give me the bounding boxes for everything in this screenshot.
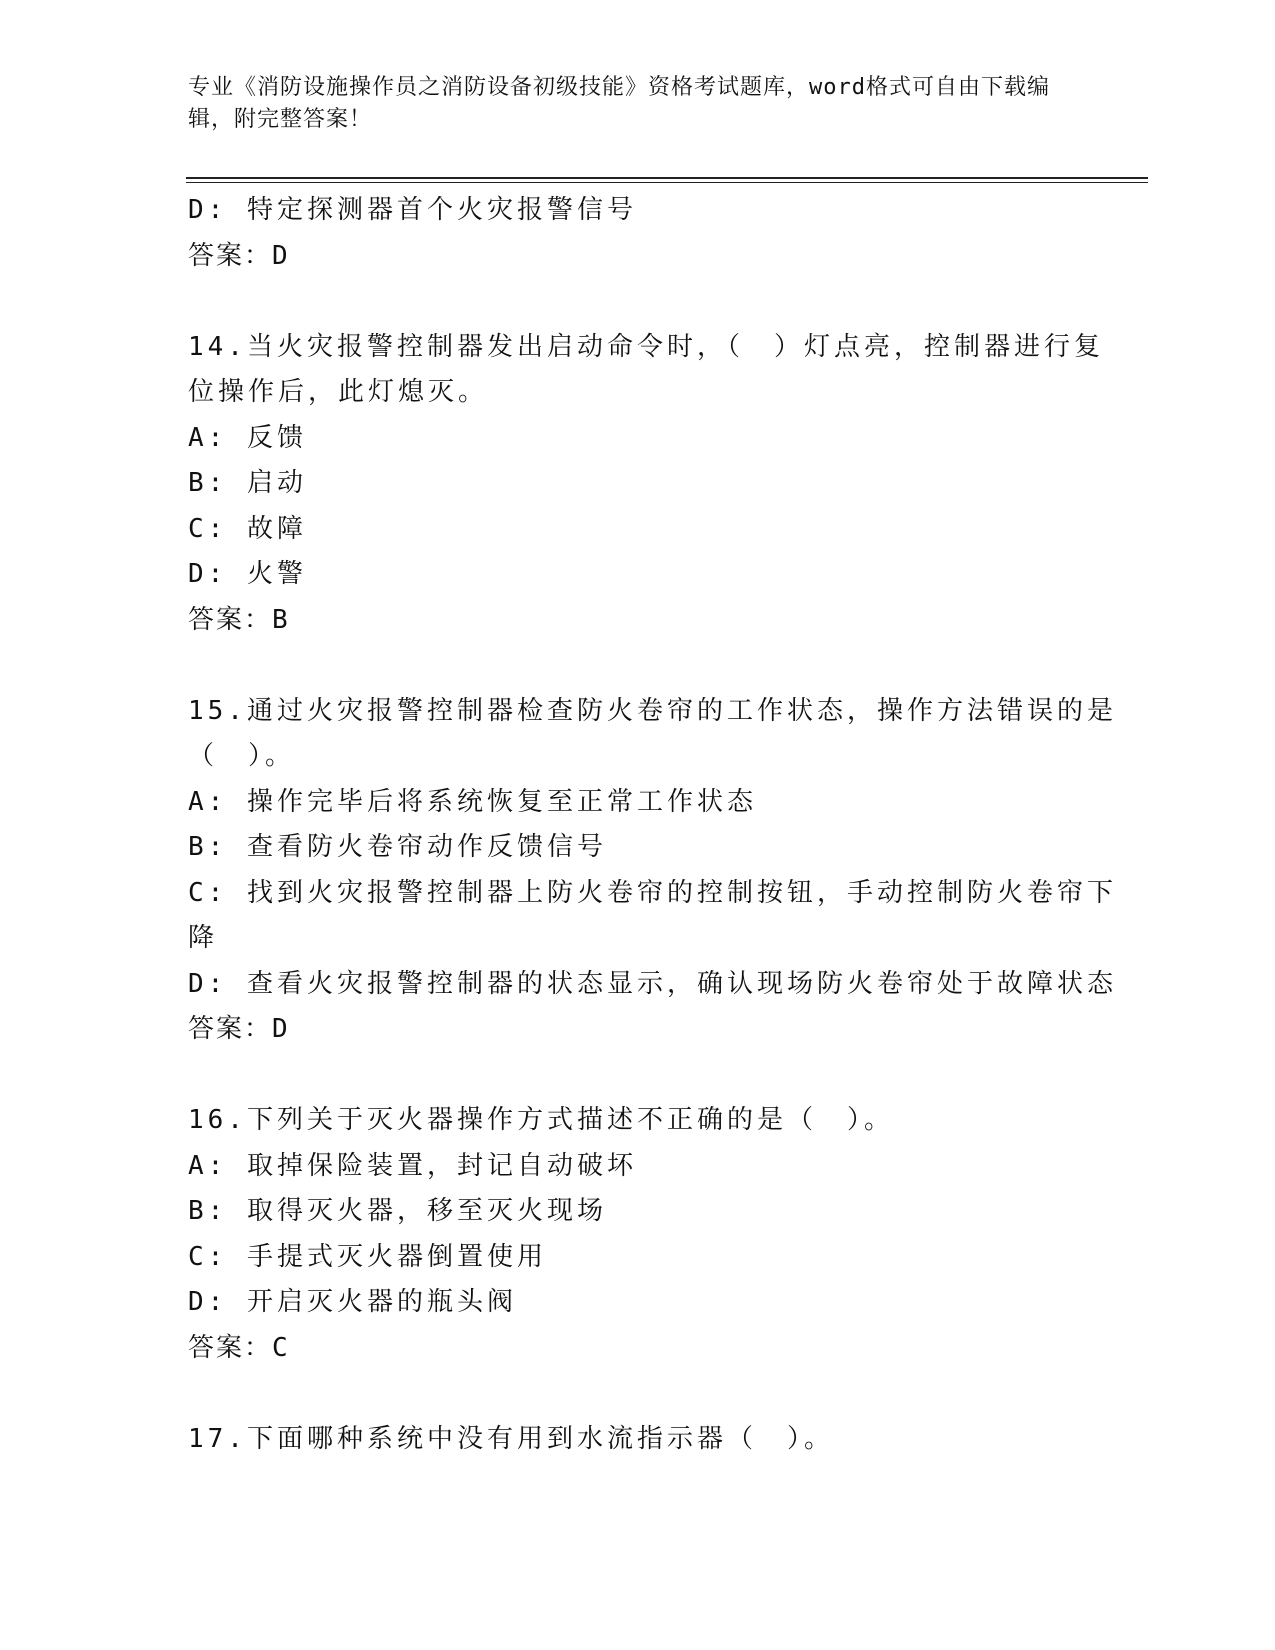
- spacer: [188, 1371, 1078, 1417]
- question-content: [188, 188, 1117, 1462]
- answer: 答案：B: [188, 604, 290, 635]
- header-rule-thin: [186, 182, 1148, 183]
- question-text: 17.下面哪种系统中没有用到水流指示器（ ）。: [188, 1423, 834, 1454]
- document-header: 专业《消防设施操作员之消防设备初级技能》资格考试题库，word格式可自由下载编辑，附完整答案！: [188, 75, 1050, 132]
- question-text: 14.当火灾报警控制器发出启动命令时，（ ）灯点亮，控制器进行复: [188, 331, 1104, 362]
- option-c: C: 找到火灾报警控制器上防火卷帘的控制按钮，手动控制防火卷帘下: [188, 877, 1117, 908]
- question-15: [188, 689, 1117, 1053]
- question-text-continued: （ ）。: [188, 741, 296, 771]
- option-c: C: 手提式灭火器倒置使用: [188, 1241, 547, 1272]
- question-17: [188, 1417, 1078, 1463]
- question-text-continued: 位操作后，此灯熄灭。: [188, 377, 489, 407]
- spacer: [188, 279, 1078, 325]
- question-14: [188, 325, 1104, 644]
- spacer: [188, 1053, 1078, 1099]
- option-d: D: 火警: [188, 559, 307, 589]
- option-a: A: 操作完毕后将系统恢复至正常工作状态: [188, 786, 757, 817]
- question-text: 16.下列关于灭火器操作方式描述不正确的是（ ）。: [188, 1105, 894, 1135]
- option-c: C: 故障: [188, 513, 307, 544]
- option-d: D: 查看火灾报警控制器的状态显示，确认现场防火卷帘处于故障状态: [188, 968, 1117, 999]
- spacer: [188, 643, 1078, 689]
- header-rule-thick: [186, 177, 1148, 179]
- option-b: B: 启动: [188, 468, 307, 498]
- option-d: D: 特定探测器首个火灾报警信号: [188, 195, 637, 225]
- option-b: B: 查看防火卷帘动作反馈信号: [188, 832, 607, 862]
- option-a: A: 反馈: [188, 422, 307, 453]
- option-d: D: 开启灭火器的瓶头阀: [188, 1287, 517, 1317]
- option-a: A: 取掉保险装置，封记自动破坏: [188, 1150, 637, 1181]
- answer: 答案：D: [188, 240, 290, 271]
- answer: 答案：D: [188, 1014, 290, 1044]
- option-b: B: 取得灭火器，移至灭火现场: [188, 1196, 607, 1226]
- option-c-continued: 降: [188, 923, 219, 953]
- answer: 答案：C: [188, 1332, 290, 1363]
- question-16: [188, 1098, 1078, 1371]
- question-text: 15.通过火灾报警控制器检查防火卷帘的工作状态，操作方法错误的是: [188, 695, 1117, 726]
